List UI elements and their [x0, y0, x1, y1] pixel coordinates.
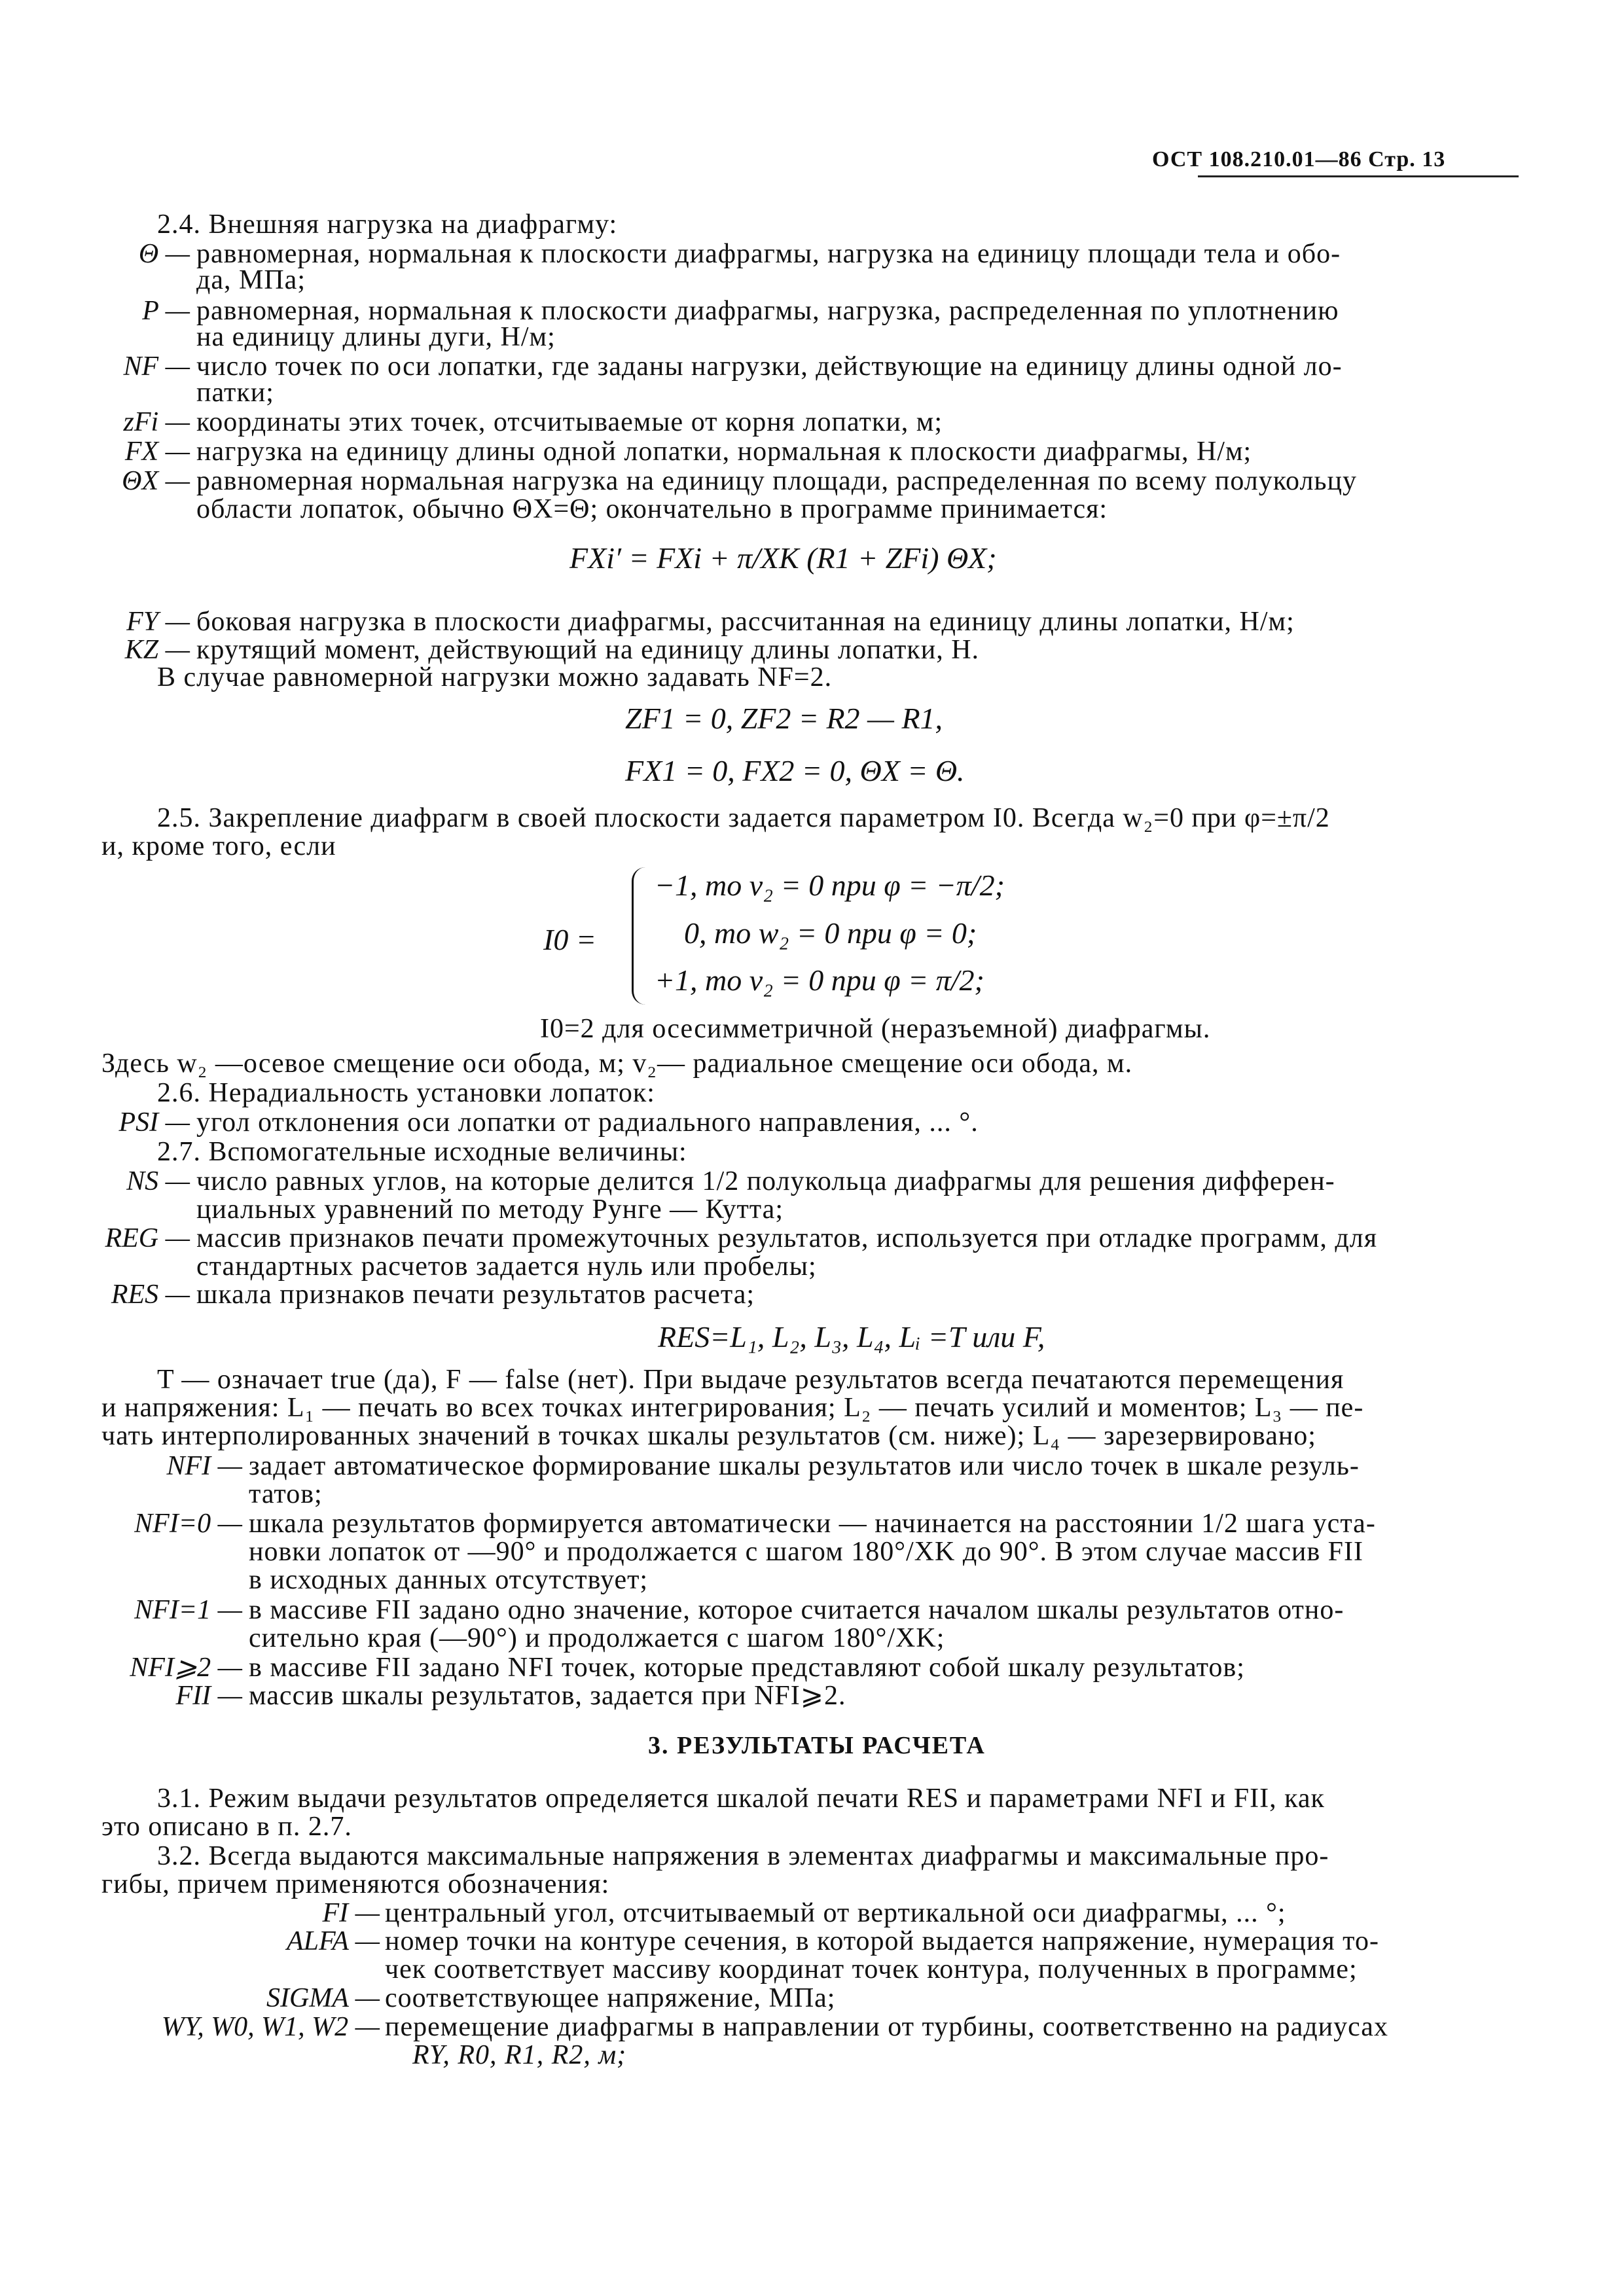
fi-desc-1: центральный угол, отсчитываемый от вертикальной оси диафрагмы, ... °;	[385, 1898, 1286, 1928]
nfi1-desc-2: сительно края (—90°) и продолжается с шагом 180°/XK;	[249, 1623, 945, 1653]
fii-desc-1: массив шкалы результатов, задается при NFI⩾2.	[249, 1681, 846, 1711]
term-reg: REG —	[105, 1223, 190, 1253]
formula-zf: ZF1 = 0, ZF2 = R2 — R1,	[625, 702, 943, 735]
formula-res: RES=L₁, L₂, L₃, L₄, Lᵢ =T или F,	[658, 1320, 1045, 1354]
cases-brace	[632, 867, 645, 1005]
true-false-line-1: T — означает true (да), F — false (нет). При выдаче результатов всегда печатаются перемещения	[157, 1365, 1344, 1395]
term-fi: FI —	[322, 1898, 380, 1928]
section-2-6-title: 2.6. Нерадиальность установки лопаток:	[157, 1078, 655, 1108]
term-ns: NS —	[126, 1166, 190, 1196]
wy-desc-1: перемещение диафрагмы в направлении от турбины, соответственно на радиусах	[385, 2012, 1388, 2042]
section-2-7-title: 2.7. Вспомогательные исходные величины:	[157, 1137, 687, 1167]
formula-fxi: FXi′ = FXi + π/XK (R1 + ZFi) ΘX;	[569, 541, 997, 575]
term-zfi: zFi —	[123, 407, 190, 437]
fx-desc-1: нагрузка на единицу длины одной лопатки, нормальная к плоскости диафрагмы, Н/м;	[196, 437, 1252, 467]
psi-desc-1: угол отклонения оси лопатки от радиального направления, ... °.	[196, 1107, 979, 1138]
true-false-line-3: чать интерполированных значений в точках шкалы результатов (см. ниже); L₄ — зарезервировано;	[101, 1421, 1316, 1451]
term-wy-w0-w1-w2: WY, W0, W1, W2 —	[161, 2012, 380, 2042]
uniform-load-text: В случае равномерной нагрузки можно задавать NF=2.	[157, 662, 833, 692]
term-alfa: ALFA —	[287, 1926, 380, 1956]
p-desc-2: на единицу длины дуги, Н/м;	[196, 322, 556, 352]
term-theta-x: ΘX —	[122, 466, 190, 496]
sigma-desc-1: соответствующее напряжение, МПа;	[385, 1983, 836, 2013]
ns-desc-1: число равных углов, на которые делится 1/2 полукольца диафрагмы для решения дифферен-	[196, 1166, 1335, 1196]
case-zero: 0, то w₂ = 0 при φ = 0;	[684, 916, 977, 950]
res-desc-1: шкала признаков печати результатов расчета;	[196, 1280, 755, 1310]
term-nfi-0: NFI=0 —	[134, 1509, 242, 1539]
formula-i0-lhs: I0 =	[543, 923, 596, 956]
term-theta: Θ —	[138, 239, 190, 269]
nf-desc-2: патки;	[196, 378, 274, 408]
axisymmetric-text: I0=2 для осесимметричной (неразъемной) диафрагмы.	[540, 1014, 1211, 1044]
page-header: ОСТ 108.210.01—86 Стр. 13	[1152, 147, 1446, 171]
term-nfi-2: NFI⩾2 —	[130, 1653, 242, 1683]
nfi-desc-1: задает автоматическое формирование шкалы результатов или число точек в шкале резуль-	[249, 1451, 1360, 1481]
section-2-5-line-2: и, кроме того, если	[101, 831, 336, 861]
term-psi: PSI —	[118, 1107, 190, 1138]
section-3-heading: 3. РЕЗУЛЬТАТЫ РАСЧЕТА	[648, 1732, 986, 1759]
theta-desc-1: равномерная, нормальная к плоскости диафрагмы, нагрузка на единицу площади тела и обо-	[196, 239, 1341, 269]
term-nf: NF —	[123, 351, 190, 382]
alfa-desc-1: номер точки на контуре сечения, в которой выдается напряжение, нумерация то-	[385, 1926, 1379, 1956]
formula-fx: FX1 = 0, FX2 = 0, ΘX = Θ.	[625, 754, 965, 787]
p32-line-2: гибы, причем применяются обозначения:	[101, 1869, 610, 1899]
term-nfi-1: NFI=1 —	[134, 1595, 242, 1625]
term-kz: KZ —	[124, 635, 190, 665]
p32-line-1: 3.2. Всегда выдаются максимальные напряжения в элементах диафрагмы и максимальные про-	[157, 1841, 1329, 1871]
reg-desc-2: стандартных расчетов задается нуль или пробелы;	[196, 1251, 817, 1282]
term-p: P —	[142, 296, 190, 326]
reg-desc-1: массив признаков печати промежуточных результатов, используется при отладке программ, для	[196, 1223, 1378, 1253]
term-nfi: NFI —	[166, 1451, 242, 1481]
ns-desc-2: циальных уравнений по методу Рунге — Кутта;	[196, 1194, 784, 1225]
nfi0-desc-2: новки лопаток от —90° и продолжается с шагом 180°/XK до 90°. В этом случае массив FII	[249, 1537, 1363, 1567]
term-res: RES —	[111, 1280, 190, 1310]
term-fx: FX —	[124, 437, 190, 467]
section-2-4-title: 2.4. Внешняя нагрузка на диафрагму:	[157, 209, 618, 240]
nfi2-desc-1: в массиве FII задано NFI точек, которые представляют собой шкалу результатов;	[249, 1653, 1245, 1683]
theta-x-desc-1: равномерная нормальная нагрузка на единицу площади, распределенная по всему полукольцу	[196, 466, 1358, 496]
wy-desc-2: RY, R0, R1, R2, м;	[412, 2040, 627, 2070]
case-minus-one: −1, то v₂ = 0 при φ = −π/2;	[655, 869, 1005, 902]
theta-x-desc-2: области лопаток, обычно ΘX=Θ; окончательно в программе принимается:	[196, 494, 1108, 524]
term-sigma: SIGMA —	[266, 1983, 380, 2013]
section-2-5-line-1: 2.5. Закрепление диафрагм в своей плоскости задается параметром I0. Всегда w₂=0 при φ=±π/2	[157, 803, 1330, 833]
fy-desc-1: боковая нагрузка в плоскости диафрагмы, рассчитанная на единицу длины лопатки, Н/м;	[196, 607, 1295, 637]
case-plus-one: +1, то v₂ = 0 при φ = π/2;	[655, 963, 984, 997]
nfi-desc-2: татов;	[249, 1479, 323, 1509]
displacement-note: Здесь w₂ —осевое смещение оси обода, м; v₂— радиальное смещение оси обода, м.	[101, 1049, 1133, 1079]
kz-desc-1: крутящий момент, действующий на единицу длины лопатки, Н.	[196, 635, 980, 665]
nf-desc-1: число точек по оси лопатки, где заданы нагрузки, действующие на единицу длины одной ло-	[196, 351, 1343, 382]
zfi-desc-1: координаты этих точек, отсчитываемые от корня лопатки, м;	[196, 407, 943, 437]
true-false-line-2: и напряжения: L₁ — печать во всех точках интегрирования; L₂ — печать усилий и моментов; L₃ — пе-	[101, 1393, 1364, 1423]
theta-desc-2: да, МПа;	[196, 265, 306, 295]
term-fy: FY —	[126, 607, 190, 637]
p31-line-1: 3.1. Режим выдачи результатов определяется шкалой печати RES и параметрами NFI и FII, как	[157, 1784, 1325, 1814]
p-desc-1: равномерная, нормальная к плоскости диафрагмы, нагрузка, распределенная по уплотнению	[196, 296, 1339, 326]
nfi0-desc-3: в исходных данных отсутствует;	[249, 1565, 649, 1595]
p31-line-2: это описано в п. 2.7.	[101, 1812, 352, 1842]
nfi0-desc-1: шкала результатов формируется автоматически — начинается на расстоянии 1/2 шага уста-	[249, 1509, 1376, 1539]
nfi1-desc-1: в массиве FII задано одно значение, которое считается началом шкалы результатов отно-	[249, 1595, 1344, 1625]
alfa-desc-2: чек соответствует массиву координат точек контура, полученных в программе;	[385, 1954, 1358, 1984]
header-rule	[1198, 175, 1519, 177]
term-fii: FII —	[175, 1681, 242, 1711]
